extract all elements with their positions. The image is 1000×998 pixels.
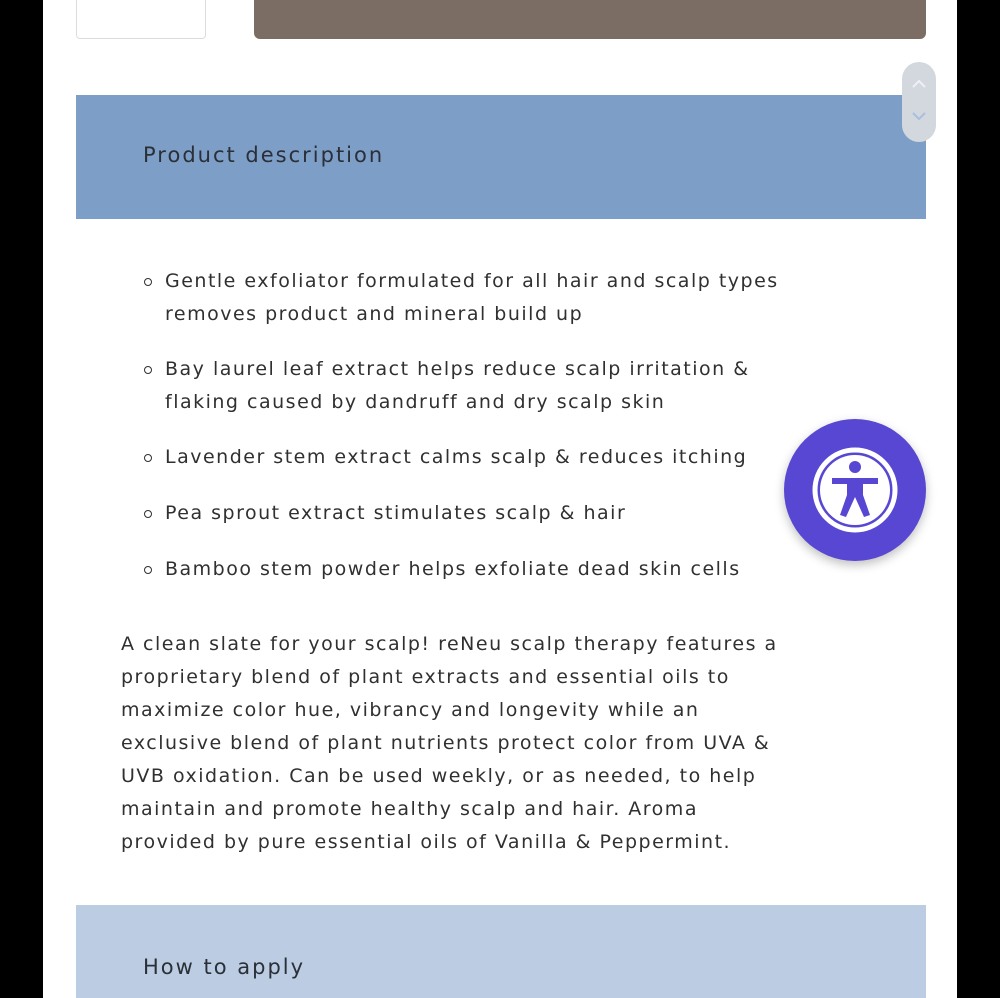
list-item: Gentle exfoliator formulated for all hair and scalp types removes product and mineral build up	[144, 265, 864, 331]
feature-list	[144, 265, 864, 608]
accessibility-button[interactable]	[784, 419, 926, 561]
accessibility-icon	[810, 445, 900, 535]
how-to-apply-accordion[interactable]	[76, 905, 926, 998]
product-page	[43, 0, 957, 998]
list-item: Bamboo stem powder helps exfoliate dead skin cells	[144, 553, 864, 586]
how-to-apply-title: How to apply	[143, 955, 306, 979]
quantity-selector[interactable]	[76, 0, 206, 39]
chevron-up-icon[interactable]	[902, 76, 936, 92]
chevron-down-icon[interactable]	[902, 108, 936, 124]
list-item: Bay laurel leaf extract helps reduce scalp irritation & flaking caused by dandruff and dry scalp skin	[144, 353, 864, 419]
product-description-accordion[interactable]	[76, 95, 926, 219]
list-item: Pea sprout extract stimulates scalp & hair	[144, 497, 864, 530]
product-description-title: Product description	[143, 143, 385, 167]
add-to-cart-button[interactable]	[254, 0, 926, 39]
scroll-navigator[interactable]	[902, 62, 936, 142]
list-item: Lavender stem extract calms scalp & reduces itching	[144, 441, 864, 474]
product-description-paragraph: A clean slate for your scalp! reNeu scalp therapy features a proprietary blend of plant extracts and essential oils to maximize color hue, vibrancy and longevity while an exclusive blend of plant nutrients protect color from UVA & UVB oxidation. Can be used weekly, or as needed, to help maintain and promote healthy scalp and hair. Aroma provided by pure essential oils of Vanilla & Peppermint.	[121, 633, 778, 853]
